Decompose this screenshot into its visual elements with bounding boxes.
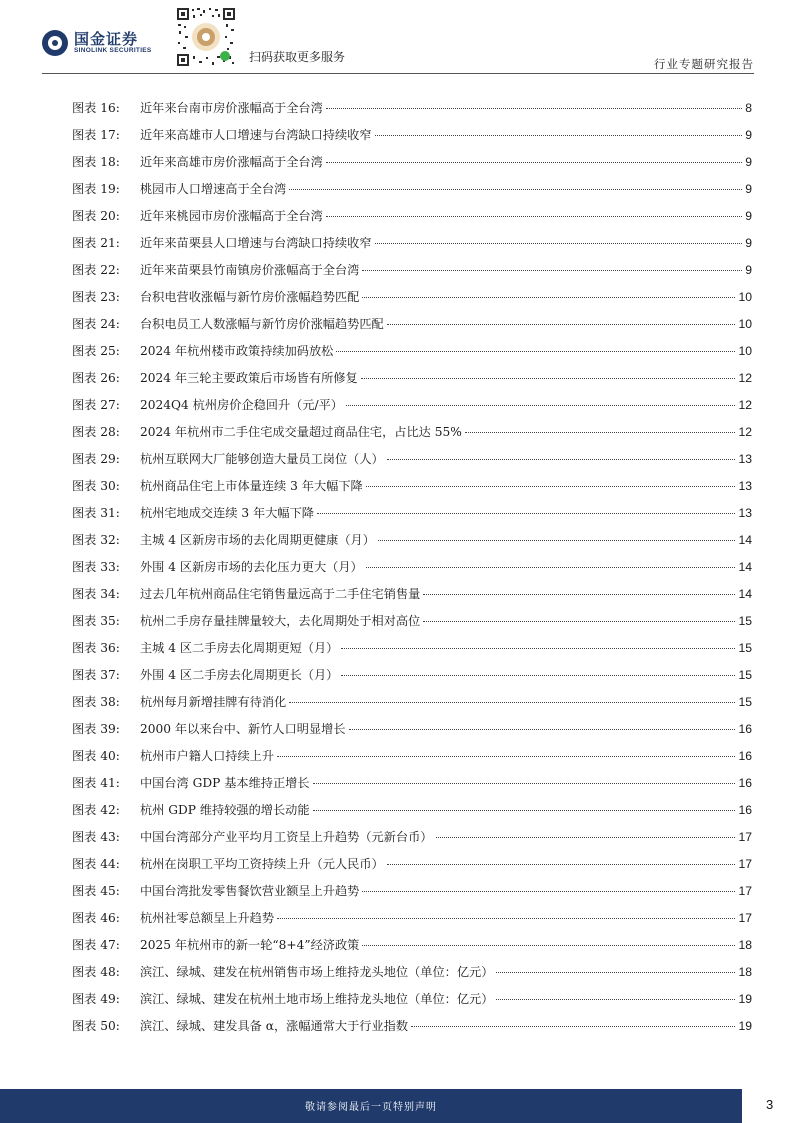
- toc-entry-page: 17: [738, 911, 752, 925]
- qr-code-icon[interactable]: [175, 6, 237, 68]
- toc-entry-label: 图表 47:: [72, 938, 120, 952]
- toc-entry-label: 图表 50:: [72, 1019, 120, 1033]
- toc-entry-page: 17: [738, 884, 752, 898]
- toc-leader-dots: [375, 135, 743, 136]
- toc-entry-page: 9: [745, 155, 752, 169]
- toc-entry[interactable]: [72, 98, 752, 125]
- toc-leader-dots: [341, 675, 735, 676]
- toc-entry[interactable]: [72, 395, 752, 422]
- toc-entry-title: 杭州宅地成交连续 3 年大幅下降: [140, 506, 314, 520]
- toc-leader-dots: [362, 270, 742, 271]
- toc-leader-dots: [366, 486, 736, 487]
- toc-entry[interactable]: [72, 449, 752, 476]
- toc-entry-page: 9: [745, 236, 752, 250]
- toc-leader-dots: [289, 702, 735, 703]
- toc-leader-dots: [436, 837, 736, 838]
- toc-entry[interactable]: [72, 692, 752, 719]
- toc-entry-page: 12: [738, 371, 752, 385]
- toc-entry-title: 2025 年杭州市的新一轮“8+4”经济政策: [140, 938, 360, 952]
- toc-entry[interactable]: [72, 341, 752, 368]
- toc-entry[interactable]: [72, 233, 752, 260]
- toc-leader-dots: [317, 513, 735, 514]
- toc-entry-label: 图表 19:: [72, 182, 120, 196]
- toc-entry-title: 中国台湾批发零售餐饮营业额呈上升趋势: [140, 884, 360, 898]
- toc-entry[interactable]: [72, 962, 752, 989]
- toc-leader-dots: [465, 432, 736, 433]
- toc-entry[interactable]: [72, 557, 752, 584]
- toc-entry-page: 18: [738, 965, 752, 979]
- toc-leader-dots: [496, 972, 735, 973]
- footer-bar: [0, 1089, 742, 1123]
- toc-leader-dots: [277, 756, 735, 757]
- toc-entry-title: 滨江、绿城、建发在杭州土地市场上维持龙头地位（单位：亿元）: [140, 992, 494, 1006]
- toc-leader-dots: [313, 783, 736, 784]
- toc-entry-label: 图表 38:: [72, 695, 120, 709]
- toc-entry-title: 杭州市户籍人口持续上升: [140, 749, 275, 763]
- toc-leader-dots: [277, 918, 735, 919]
- toc-entry-page: 14: [738, 533, 752, 547]
- toc-entry-page: 18: [738, 938, 752, 952]
- toc-entry-label: 图表 20:: [72, 209, 120, 223]
- toc-entry-title: 杭州社零总额呈上升趋势: [140, 911, 275, 925]
- page-header: [0, 0, 794, 78]
- toc-entry[interactable]: [72, 638, 752, 665]
- toc-entry-title: 主城 4 区新房市场的去化周期更健康（月）: [140, 533, 375, 547]
- toc-entry-title: 滨江、绿城、建发具备 α，涨幅通常大于行业指数: [140, 1019, 409, 1033]
- toc-entry-title: 桃园市人口增速高于全台湾: [140, 182, 287, 196]
- toc-entry-page: 17: [738, 830, 752, 844]
- toc-entry-title: 近年来高雄市房价涨幅高于全台湾: [140, 155, 323, 169]
- toc-leader-dots: [387, 459, 736, 460]
- toc-entry[interactable]: [72, 908, 752, 935]
- toc-entry[interactable]: [72, 152, 752, 179]
- toc-entry-page: 16: [738, 749, 752, 763]
- toc-entry-label: 图表 37:: [72, 668, 120, 682]
- header-divider: [42, 73, 754, 74]
- toc-entry[interactable]: [72, 206, 752, 233]
- toc-entry[interactable]: [72, 854, 752, 881]
- toc-entry[interactable]: [72, 881, 752, 908]
- toc-leader-dots: [341, 648, 735, 649]
- toc-entry-page: 13: [738, 506, 752, 520]
- toc-entry-title: 过去几年杭州商品住宅销售量远高于二手住宅销售量: [140, 587, 421, 601]
- toc-leader-dots: [326, 162, 742, 163]
- toc-entry-label: 图表 42:: [72, 803, 120, 817]
- toc-entry-label: 图表 21:: [72, 236, 120, 250]
- toc-entry-title: 杭州互联网大厂能够创造大量员工岗位（人）: [140, 452, 384, 466]
- toc-entry-page: 15: [738, 695, 752, 709]
- toc-entry[interactable]: [72, 179, 752, 206]
- company-logo: [42, 30, 152, 56]
- toc-entry-label: 图表 31:: [72, 506, 120, 520]
- toc-entry[interactable]: [72, 827, 752, 854]
- toc-entry[interactable]: [72, 287, 752, 314]
- toc-leader-dots: [336, 351, 735, 352]
- toc-entry-label: 图表 22:: [72, 263, 120, 277]
- figure-list: [72, 98, 752, 1043]
- toc-entry-page: 13: [738, 452, 752, 466]
- toc-entry-page: 12: [738, 425, 752, 439]
- toc-entry-title: 2024 年杭州楼市政策持续加码放松: [140, 344, 334, 358]
- toc-entry-title: 近年来高雄市人口增速与台湾缺口持续收窄: [140, 128, 372, 142]
- toc-leader-dots: [349, 729, 736, 730]
- toc-entry-label: 图表 46:: [72, 911, 120, 925]
- toc-entry[interactable]: [72, 1016, 752, 1043]
- toc-entry[interactable]: [72, 503, 752, 530]
- toc-entry-title: 中国台湾部分产业平均月工资呈上升趋势（元新台币）: [140, 830, 433, 844]
- toc-entry-label: 图表 16:: [72, 101, 120, 115]
- toc-entry-page: 9: [745, 209, 752, 223]
- toc-entry-label: 图表 39:: [72, 722, 120, 736]
- toc-entry-label: 图表 49:: [72, 992, 120, 1006]
- toc-entry-page: 10: [738, 290, 752, 304]
- toc-entry-page: 15: [738, 641, 752, 655]
- toc-leader-dots: [387, 324, 736, 325]
- toc-entry-page: 16: [738, 722, 752, 736]
- toc-entry-title: 台积电营收涨幅与新竹房价涨幅趋势匹配: [140, 290, 360, 304]
- toc-entry-label: 图表 24:: [72, 317, 120, 331]
- logo-mark-icon: [42, 30, 68, 56]
- toc-entry-page: 14: [738, 587, 752, 601]
- toc-entry-title: 近年来苗栗县竹南镇房价涨幅高于全台湾: [140, 263, 360, 277]
- toc-entry[interactable]: [72, 773, 752, 800]
- toc-entry[interactable]: [72, 800, 752, 827]
- report-type-label: 行业专题研究报告: [654, 57, 754, 71]
- toc-entry-label: 图表 26:: [72, 371, 120, 385]
- toc-leader-dots: [326, 216, 742, 217]
- toc-entry[interactable]: [72, 935, 752, 962]
- toc-leader-dots: [423, 621, 735, 622]
- toc-entry-page: 15: [738, 614, 752, 628]
- toc-entry-label: 图表 27:: [72, 398, 120, 412]
- toc-leader-dots: [289, 189, 742, 190]
- toc-entry-title: 2024 年三轮主要政策后市场皆有所修复: [140, 371, 358, 385]
- toc-entry-label: 图表 45:: [72, 884, 120, 898]
- toc-entry-label: 图表 25:: [72, 344, 120, 358]
- toc-entry-page: 19: [738, 992, 752, 1006]
- toc-entry-label: 图表 34:: [72, 587, 120, 601]
- toc-entry-label: 图表 48:: [72, 965, 120, 979]
- toc-entry-page: 9: [745, 128, 752, 142]
- toc-leader-dots: [362, 945, 735, 946]
- toc-leader-dots: [366, 567, 736, 568]
- toc-entry-title: 杭州二手房存量挂牌量较大，去化周期处于相对高位: [140, 614, 421, 628]
- toc-entry-label: 图表 30:: [72, 479, 120, 493]
- toc-entry-page: 12: [738, 398, 752, 412]
- toc-entry-title: 外围 4 区新房市场的去化压力更大（月）: [140, 560, 363, 574]
- toc-entry-label: 图表 44:: [72, 857, 120, 871]
- toc-entry-page: 10: [738, 344, 752, 358]
- toc-entry-page: 9: [745, 182, 752, 196]
- toc-entry-title: 外围 4 区二手房去化周期更长（月）: [140, 668, 339, 682]
- toc-entry-title: 杭州 GDP 维持较强的增长动能: [140, 803, 310, 817]
- scan-prompt: 扫码获取更多服务: [249, 50, 346, 64]
- toc-leader-dots: [387, 864, 736, 865]
- toc-leader-dots: [362, 891, 735, 892]
- toc-entry-page: 10: [738, 317, 752, 331]
- toc-entry[interactable]: [72, 530, 752, 557]
- toc-leader-dots: [361, 378, 736, 379]
- toc-entry[interactable]: [72, 989, 752, 1016]
- toc-entry-title: 2024Q4 杭州房价企稳回升（元/平）: [140, 398, 343, 412]
- toc-entry[interactable]: [72, 125, 752, 152]
- toc-entry-label: 图表 23:: [72, 290, 120, 304]
- toc-entry-label: 图表 35:: [72, 614, 120, 628]
- logo-name-en: SINOLINK SECURITIES: [74, 47, 152, 54]
- toc-entry-page: 16: [738, 776, 752, 790]
- toc-entry-page: 8: [745, 101, 752, 115]
- toc-leader-dots: [326, 108, 742, 109]
- toc-leader-dots: [362, 297, 735, 298]
- toc-entry-page: 17: [738, 857, 752, 871]
- toc-leader-dots: [411, 1026, 735, 1027]
- toc-leader-dots: [313, 810, 736, 811]
- toc-leader-dots: [423, 594, 735, 595]
- toc-entry[interactable]: [72, 368, 752, 395]
- toc-entry-title: 2024 年杭州市二手住宅成交量超过商品住宅，占比达 55%: [140, 425, 462, 439]
- toc-entry-label: 图表 28:: [72, 425, 120, 439]
- toc-entry-title: 2000 年以来台中、新竹人口明显增长: [140, 722, 346, 736]
- toc-entry-page: 15: [738, 668, 752, 682]
- toc-entry-title: 主城 4 区二手房去化周期更短（月）: [140, 641, 339, 655]
- toc-entry[interactable]: [72, 314, 752, 341]
- toc-entry-page: 9: [745, 263, 752, 277]
- toc-entry-label: 图表 17:: [72, 128, 120, 142]
- toc-leader-dots: [496, 999, 735, 1000]
- toc-entry-label: 图表 29:: [72, 452, 120, 466]
- toc-entry-title: 近年来桃园市房价涨幅高于全台湾: [140, 209, 323, 223]
- toc-entry[interactable]: [72, 746, 752, 773]
- toc-entry-page: 16: [738, 803, 752, 817]
- toc-entry[interactable]: [72, 260, 752, 287]
- toc-entry-title: 近年来台南市房价涨幅高于全台湾: [140, 101, 323, 115]
- toc-entry-title: 滨江、绿城、建发在杭州销售市场上维持龙头地位（单位：亿元）: [140, 965, 494, 979]
- toc-entry-label: 图表 40:: [72, 749, 120, 763]
- footer-disclaimer: 敬请参阅最后一页特别声明: [305, 1102, 437, 1113]
- toc-leader-dots: [378, 540, 736, 541]
- toc-entry[interactable]: [72, 719, 752, 746]
- toc-entry-title: 近年来苗栗县人口增速与台湾缺口持续收窄: [140, 236, 372, 250]
- toc-entry-page: 14: [738, 560, 752, 574]
- toc-entry-title: 杭州商品住宅上市体量连续 3 年大幅下降: [140, 479, 363, 493]
- toc-leader-dots: [346, 405, 735, 406]
- toc-entry[interactable]: [72, 476, 752, 503]
- toc-entry-title: 中国台湾 GDP 基本维持正增长: [140, 776, 310, 790]
- toc-entry[interactable]: [72, 611, 752, 638]
- logo-name-cn: 国金证券: [74, 30, 139, 48]
- toc-entry-label: 图表 43:: [72, 830, 120, 844]
- toc-leader-dots: [375, 243, 743, 244]
- toc-entry-label: 图表 41:: [72, 776, 120, 790]
- toc-entry[interactable]: [72, 665, 752, 692]
- toc-entry-title: 台积电员工人数涨幅与新竹房价涨幅趋势匹配: [140, 317, 384, 331]
- toc-entry-label: 图表 33:: [72, 560, 120, 574]
- toc-entry-label: 图表 18:: [72, 155, 120, 169]
- toc-entry-label: 图表 32:: [72, 533, 120, 547]
- toc-entry-page: 13: [738, 479, 752, 493]
- toc-entry-title: 杭州在岗职工平均工资持续上升（元人民币）: [140, 857, 384, 871]
- toc-entry-title: 杭州每月新增挂牌有待消化: [140, 695, 287, 709]
- toc-entry[interactable]: [72, 584, 752, 611]
- toc-entry-page: 19: [738, 1019, 752, 1033]
- logo-text: [74, 31, 152, 55]
- toc-entry[interactable]: [72, 422, 752, 449]
- page-number: 3: [766, 1097, 774, 1112]
- toc-entry-label: 图表 36:: [72, 641, 120, 655]
